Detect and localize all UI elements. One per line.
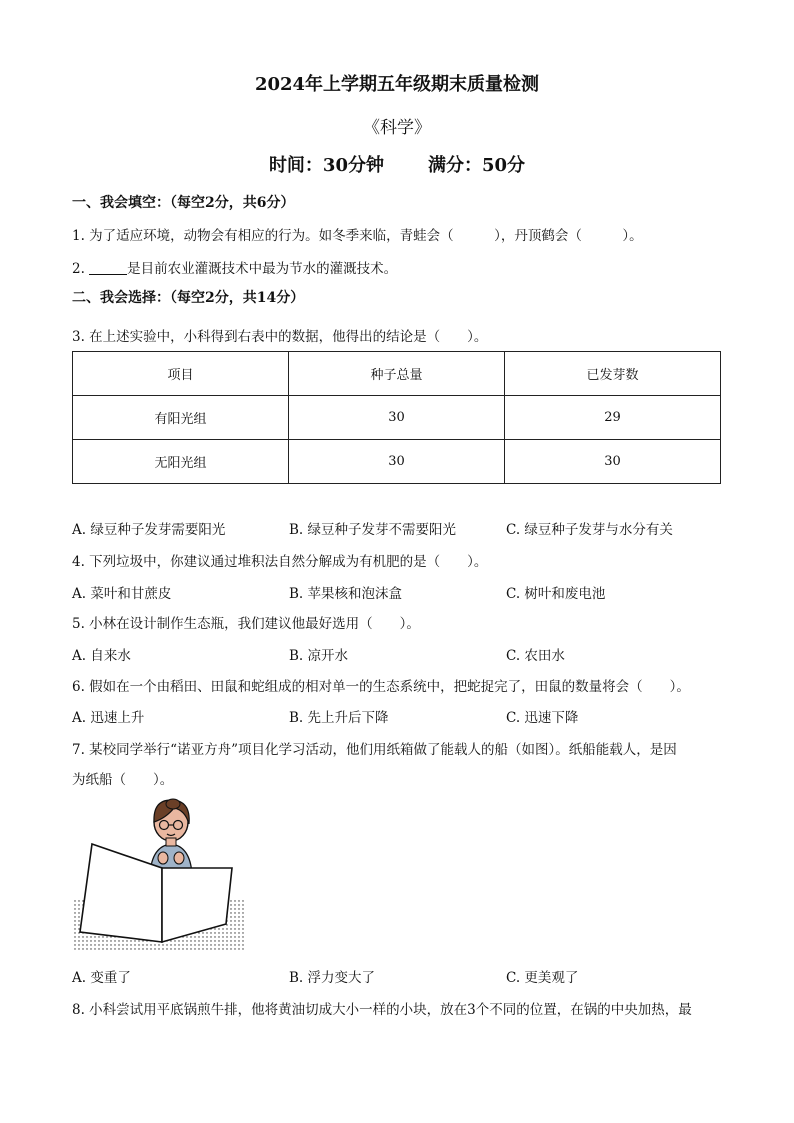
exam-time: 时间：30分钟 [268, 155, 384, 176]
paper-boat-figure [70, 796, 248, 954]
q7-option-a: A. 变重了 [72, 970, 131, 986]
table-cell: 无阳光组 [73, 440, 289, 484]
question-2-number: 2. [72, 261, 90, 277]
table-cell: 有阳光组 [73, 396, 289, 440]
data-table [72, 351, 721, 484]
q3-option-a: A. 绿豆种子发芽需要阳光 [72, 522, 226, 538]
question-1: 1. 为了适应环境，动物会有相应的行为。如冬季来临，青蛙会（ ），丹顶鹤会（ ）。 [72, 228, 643, 244]
question-5: 5. 小林在设计制作生态瓶，我们建议他最好选用（ ）。 [72, 616, 420, 632]
question-4: 4. 下列垃圾中，你建议通过堆积法自然分解成为有机肥的是（ ）。 [72, 554, 488, 570]
q7-option-c: C. 更美观了 [506, 970, 579, 986]
table-cell: 30 [289, 396, 505, 440]
person-figure [150, 799, 192, 874]
q5-option-a: A. 自来水 [72, 648, 131, 664]
question-2-text: 是目前农业灌溉技术中最为节水的灌溉技术。 [127, 261, 398, 277]
table-header-cell: 种子总量 [289, 352, 505, 396]
exam-score: 满分：50分 [428, 155, 526, 176]
question-3: 3. 在上述实验中，小科得到右表中的数据，他得出的结论是（ ）。 [72, 329, 488, 345]
q3-option-b: B. 绿豆种子发芽不需要阳光 [289, 522, 457, 538]
q7-option-b: B. 浮力变大了 [289, 970, 376, 986]
q4-option-a: A. 菜叶和甘蔗皮 [72, 586, 172, 602]
question-6: 6. 假如在一个由稻田、田鼠和蛇组成的相对单一的生态系统中，把蛇捉完了，田鼠的数量将会（ ）。 [72, 679, 690, 695]
paper-boat-illustration [70, 796, 248, 954]
q6-option-b: B. 先上升后下降 [289, 710, 389, 726]
subject-title: 《科学》 [363, 118, 431, 138]
table-header-cell: 已发芽数 [505, 352, 721, 396]
q4-option-c: C. 树叶和废电池 [506, 586, 606, 602]
table-row [73, 440, 721, 484]
table-header-cell: 项目 [73, 352, 289, 396]
table-cell: 29 [505, 396, 721, 440]
question-7-line-1: 7. 某校同学举行“诺亚方舟”项目化学习活动，他们用纸箱做了能载人的船（如图）。纸船能载人，是因 [72, 742, 677, 758]
q6-option-a: A. 迅速上升 [72, 710, 145, 726]
section-2-heading: 二、我会选择：（每空2分，共14分） [72, 290, 305, 306]
table-header-row [73, 352, 721, 396]
question-8: 8. 小科尝试用平底锅煎牛排，他将黄油切成大小一样的小块，放在3个不同的位置，在锅的中央加热，最 [72, 1002, 692, 1018]
table-cell: 30 [505, 440, 721, 484]
q3-option-c: C. 绿豆种子发芽与水分有关 [506, 522, 673, 538]
answer-blank [89, 260, 127, 275]
q5-option-c: C. 农田水 [506, 648, 565, 664]
page-title: 2024年上学期五年级期末质量检测 [254, 74, 540, 95]
table-row [73, 396, 721, 440]
exam-meta [0, 151, 794, 177]
section-1-heading: 一、我会填空：（每空2分，共6分） [72, 195, 295, 211]
q6-option-c: C. 迅速下降 [506, 710, 579, 726]
question-7-line-2: 为纸船（ ）。 [72, 772, 174, 788]
q4-option-b: B. 苹果核和泡沫盒 [289, 586, 403, 602]
q5-option-b: B. 凉开水 [289, 648, 349, 664]
table-cell: 30 [289, 440, 505, 484]
question-2 [72, 257, 397, 277]
